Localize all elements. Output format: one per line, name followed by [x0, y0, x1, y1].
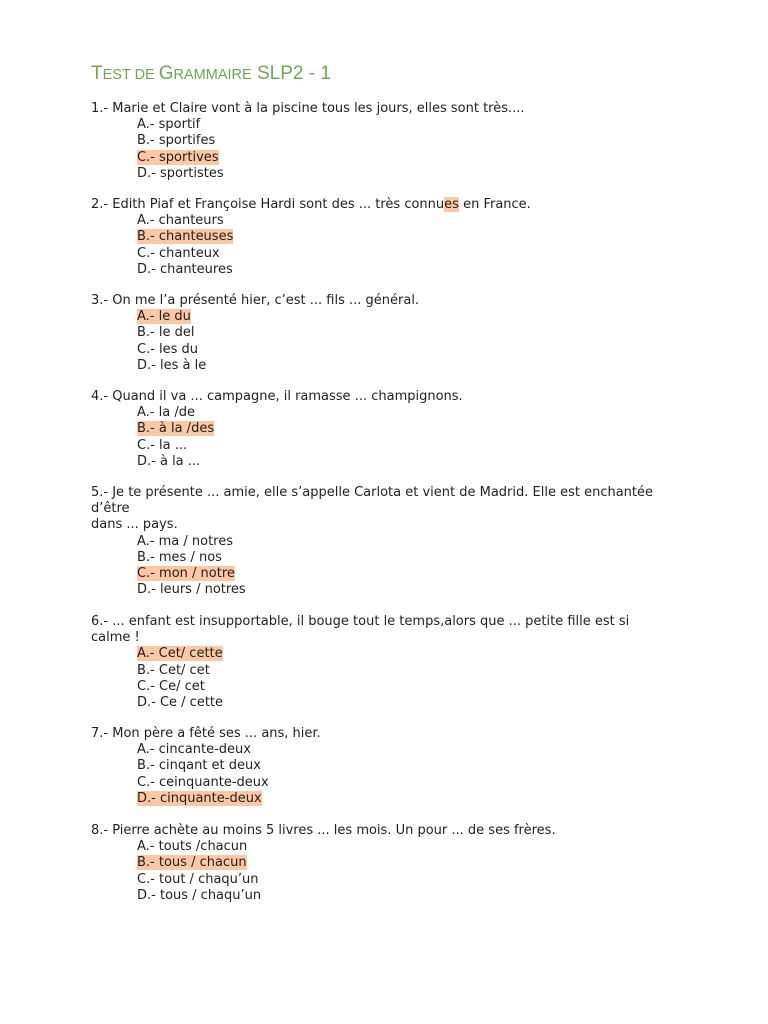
q6-option-d: D.- Ce / cette: [137, 695, 224, 711]
q6-option-b: B.- Cet/ cet: [137, 662, 210, 678]
q7-option-d-highlighted: D.- cinquante-deux: [137, 790, 262, 806]
question-2-stem: 2.- Edith Piaf et Françoise Hardi sont des ... très connues en France.: [91, 197, 531, 212]
q1-option-d: D.- sportistes: [137, 165, 224, 181]
q3-option-c: C.- les du: [137, 341, 199, 357]
question-1: [91, 101, 661, 182]
question-6: [91, 614, 661, 711]
q2-option-b-highlighted: B.- chanteuses: [137, 229, 234, 245]
question-6-stem: 6.- ... enfant est insupportable, il bouge tout le temps,alors que ... petite fille est si calme !: [91, 614, 630, 646]
q7-option-c: C.- ceinquante-deux: [137, 774, 269, 790]
q3-option-a-highlighted: A.- le du: [137, 309, 191, 325]
q7-option-a: A.- cincante-deux: [137, 742, 251, 758]
q1-option-a: A.- sportif: [137, 117, 201, 133]
q7-option-b: B.- cinqant et deux: [137, 758, 261, 774]
question-4-stem: 4.- Quand il va ... campagne, il ramasse ... champignons.: [91, 389, 463, 404]
q5-option-a: A.- ma / notres: [137, 533, 234, 549]
q1-option-c-highlighted: C.- sportives: [137, 149, 219, 165]
q5-option-b: B.- mes / nos: [137, 549, 222, 565]
q6-option-a-highlighted: A.- Cet/ cette: [137, 646, 223, 662]
q3-option-d: D.- les à le: [137, 357, 207, 373]
q4-option-a: A.- la /de: [137, 405, 195, 421]
q2-option-a: A.- chanteurs: [137, 213, 224, 229]
q1-option-b: B.- sportifes: [137, 133, 216, 149]
question-5-stem-continued: dans ... pays.: [91, 517, 178, 533]
question-2: [91, 197, 661, 278]
q4-option-c: C.- la ...: [137, 437, 188, 453]
question-1-stem: 1.- Marie et Claire vont à la piscine tous les jours, elles sont très....: [91, 101, 525, 116]
question-7-options: [91, 742, 661, 807]
question-7: [91, 726, 661, 807]
q2-option-c: C.- chanteux: [137, 245, 220, 261]
q3-option-b: B.- le del: [137, 325, 195, 341]
question-7-stem: 7.- Mon père a fêté ses ... ans, hier.: [91, 726, 321, 741]
page-title: TEST DE GRAMMAIRE SLP2 - 1: [91, 63, 331, 84]
question-8-stem: 8.- Pierre achète au moins 5 livres ... les mois. Un pour ... de ses frères.: [91, 823, 556, 838]
q8-option-b-highlighted: B.- tous / chacun: [137, 855, 247, 871]
q6-option-c: C.- Ce/ cet: [137, 678, 205, 694]
q5-option-d: D.- leurs / notres: [137, 582, 246, 598]
question-1-options: [91, 117, 661, 182]
question-3: [91, 293, 661, 374]
question-8: [91, 823, 661, 904]
question-3-options: [91, 309, 661, 374]
question-4: [91, 389, 661, 470]
question-2-stem-highlight: es: [444, 197, 459, 212]
q4-option-b-highlighted: B.- à la /des: [137, 421, 215, 437]
question-3-stem: 3.- On me l’a présenté hier, c’est ... fils ... général.: [91, 293, 420, 308]
question-5-options: [91, 534, 661, 599]
q2-option-d: D.- chanteures: [137, 261, 233, 277]
question-4-options: [91, 405, 661, 470]
question-5: [91, 485, 661, 598]
q8-option-c: C.- tout / chaqu’un: [137, 871, 259, 887]
q4-option-d: D.- à la ...: [137, 453, 201, 469]
question-2-options: [91, 213, 661, 278]
q8-option-a: A.- touts /chacun: [137, 839, 248, 855]
question-6-options: [91, 646, 661, 711]
question-8-options: [91, 839, 661, 904]
q5-option-c-highlighted: C.- mon / notre: [137, 566, 235, 582]
question-5-stem: 5.- Je te présente ... amie, elle s’appelle Carlota et vient de Madrid. Elle est enchantée d’être: [91, 485, 654, 517]
q8-option-d: D.- tous / chaqu’un: [137, 887, 262, 903]
